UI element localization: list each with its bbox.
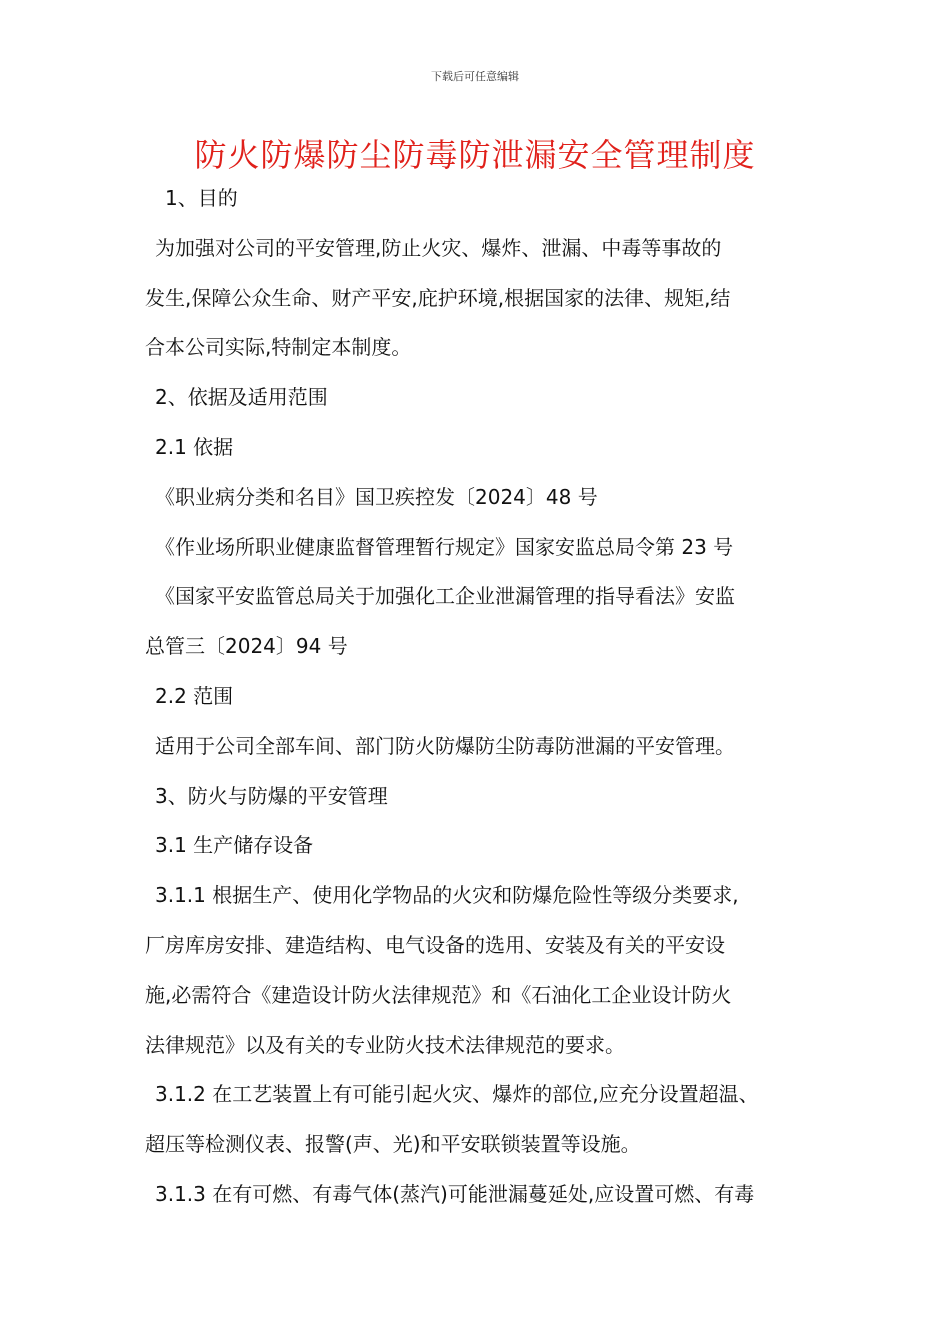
text-line: 2.1 依据: [155, 434, 234, 459]
text-line: 《职业病分类和名目》国卫疾控发〔2024〕48 号: [155, 484, 598, 509]
text-line: 2、依据及适用范围: [155, 385, 328, 410]
text-line: 总管三〔2024〕94 号: [145, 634, 348, 659]
text-line: 《作业场所职业健康监督管理暂行规定》国家安监总局令第 23 号: [155, 534, 734, 559]
text-line: 3.1.3 在有可燃、有毒气体(蒸汽)可能泄漏蔓延处,应设置可燃、有毒: [155, 1181, 755, 1206]
text-line: 3.1 生产储存设备: [155, 833, 314, 858]
text-line: 《国家平安监管总局关于加强化工企业泄漏管理的指导看法》安监: [155, 584, 735, 609]
text-line: 为加强对公司的平安管理,防止火灾、爆炸、泄漏、中毒等事故的: [155, 235, 722, 260]
text-line: 厂房库房安排、建造结构、电气设备的选用、安装及有关的平安设: [145, 932, 725, 957]
text-line: 2.2 范围: [155, 683, 234, 708]
text-line: 3.1.1 根据生产、使用化学物品的火灾和防爆危险性等级分类要求,: [155, 883, 739, 908]
text-line: 3、防火与防爆的平安管理: [155, 783, 388, 808]
page-header: 下载后可任意编辑: [431, 70, 519, 83]
text-line: 3.1.2 在工艺装置上有可能引起火灾、爆炸的部位,应充分设置超温、: [155, 1082, 759, 1107]
text-line: 合本公司实际,特制定本制度。: [145, 335, 412, 360]
document-body: [145, 174, 817, 1220]
text-line: 法律规范》以及有关的专业防火技术法律规范的要求。: [145, 1032, 625, 1057]
text-line: 施,必需符合《建造设计防火法律规范》和《石油化工企业设计防火: [145, 982, 732, 1007]
text-line: 发生,保障公众生命、财产平安,庇护环境,根据国家的法律、规矩,结: [145, 285, 731, 310]
text-line: 适用于公司全部车间、部门防火防爆防尘防毒防泄漏的平安管理。: [155, 733, 735, 758]
document-title: 防火防爆防尘防毒防泄漏安全管理制度: [194, 136, 756, 174]
text-line: 超压等检测仪表、报警(声、光)和平安联锁装置等设施。: [145, 1132, 641, 1157]
text-line: 1、目的: [165, 186, 238, 210]
